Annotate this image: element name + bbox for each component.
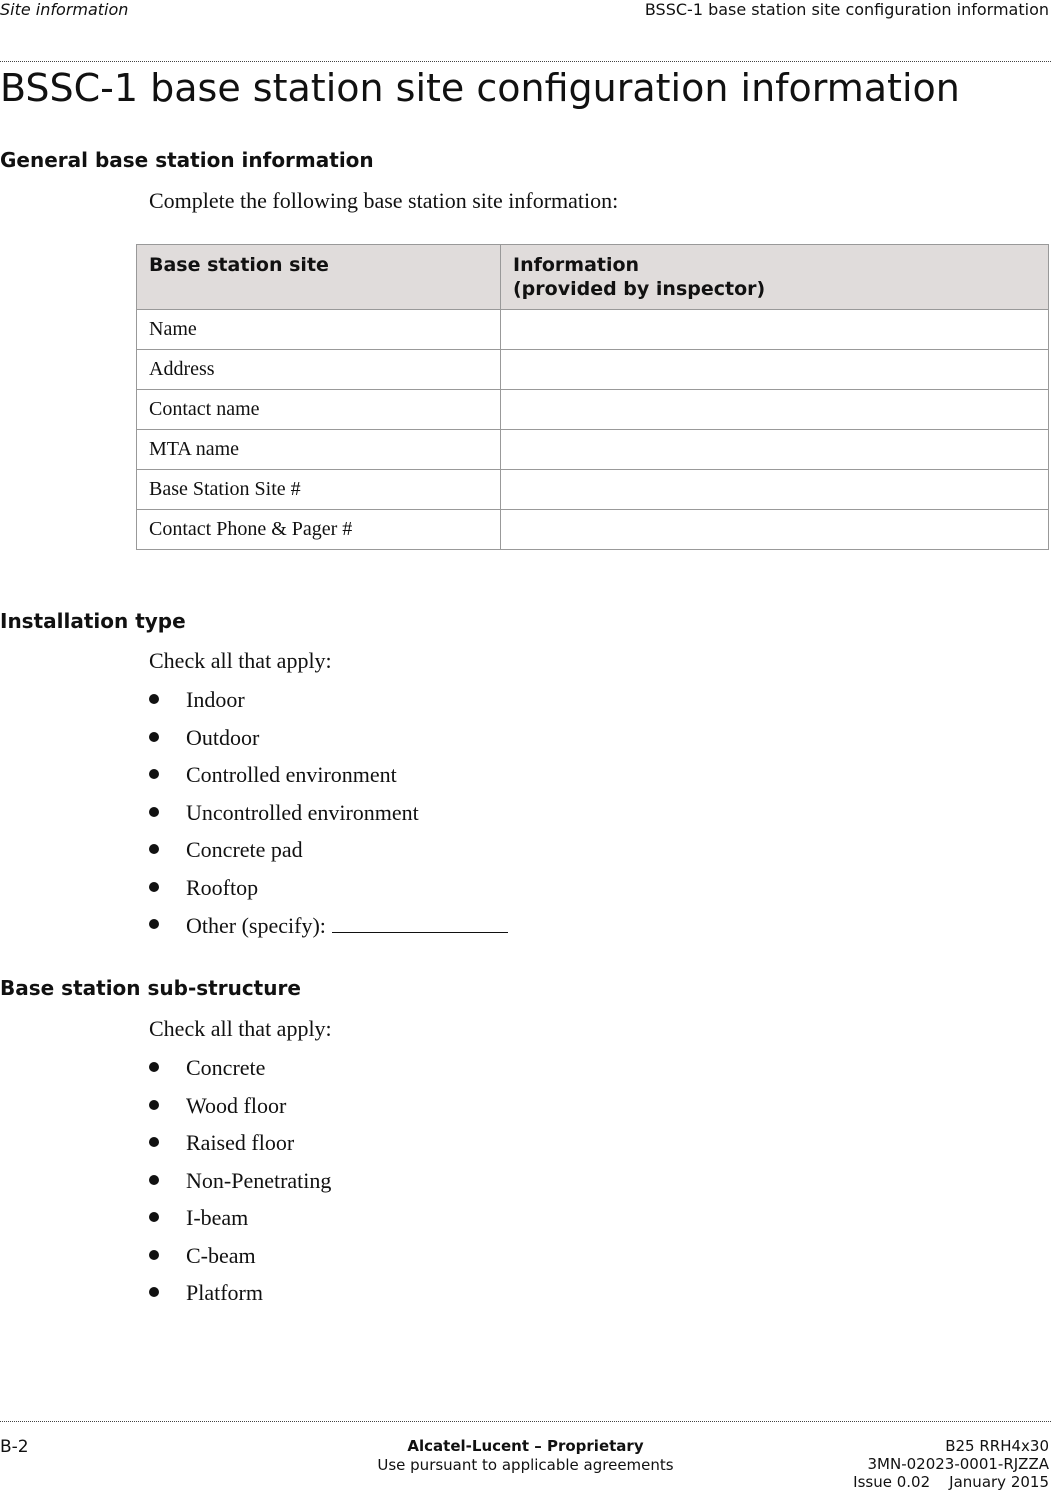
bullet-icon bbox=[149, 694, 159, 704]
bullet-icon bbox=[149, 919, 159, 929]
list-item[interactable]: Uncontrolled environment bbox=[149, 798, 508, 836]
footer-issue: Issue 0.02 January 2015 bbox=[853, 1473, 1049, 1491]
installation-type-list bbox=[149, 685, 508, 948]
footer-doc-info bbox=[853, 1437, 1049, 1491]
row-label: Base Station Site # bbox=[137, 470, 501, 510]
table-row bbox=[137, 510, 1049, 550]
row-label: Name bbox=[137, 310, 501, 350]
footer-product: B25 RRH4x30 bbox=[945, 1437, 1049, 1455]
bullet-icon bbox=[149, 807, 159, 817]
row-value-field[interactable] bbox=[501, 470, 1049, 510]
bullet-icon bbox=[149, 1062, 159, 1072]
table-header-site: Base station site bbox=[137, 245, 501, 310]
row-value-field[interactable] bbox=[501, 310, 1049, 350]
bullet-icon bbox=[149, 882, 159, 892]
bullet-icon bbox=[149, 1250, 159, 1260]
footer-proprietary: Alcatel-Lucent – Proprietary bbox=[407, 1437, 644, 1455]
list-item[interactable]: Concrete bbox=[149, 1053, 331, 1091]
row-label: Contact name bbox=[137, 390, 501, 430]
list-item[interactable]: Controlled environment bbox=[149, 760, 508, 798]
table-row bbox=[137, 390, 1049, 430]
table-row bbox=[137, 350, 1049, 390]
table-header-info-line2: (provided by inspector) bbox=[513, 278, 766, 300]
row-label: Contact Phone & Pager # bbox=[137, 510, 501, 550]
header-chapter-title: BSSC-1 base station site configuration information bbox=[644, 0, 1049, 19]
section-heading-installation: Installation type bbox=[0, 609, 186, 633]
section-heading-substructure: Base station sub-structure bbox=[0, 976, 301, 1000]
list-item[interactable]: Platform bbox=[149, 1278, 331, 1316]
substructure-list bbox=[149, 1053, 331, 1316]
list-item[interactable]: I-beam bbox=[149, 1203, 331, 1241]
page-number: B-2 bbox=[0, 1437, 29, 1457]
table-header-row bbox=[137, 245, 1049, 310]
list-item[interactable]: Raised floor bbox=[149, 1128, 331, 1166]
table-header-info-line1: Information bbox=[513, 254, 640, 276]
general-intro: Complete the following base station site information: bbox=[149, 188, 619, 213]
bullet-icon bbox=[149, 1137, 159, 1147]
other-specify-blank[interactable] bbox=[332, 910, 508, 933]
list-item[interactable]: Indoor bbox=[149, 685, 508, 723]
page-title: BSSC-1 base station site configuration information bbox=[0, 66, 960, 110]
footer-agreement: Use pursuant to applicable agreements bbox=[377, 1456, 674, 1474]
list-item[interactable]: Non-Penetrating bbox=[149, 1166, 331, 1204]
list-item[interactable]: Rooftop bbox=[149, 873, 508, 911]
row-value-field[interactable] bbox=[501, 350, 1049, 390]
list-item[interactable]: Concrete pad bbox=[149, 835, 508, 873]
row-value-field[interactable] bbox=[501, 390, 1049, 430]
row-value-field[interactable] bbox=[501, 430, 1049, 470]
site-info-table bbox=[136, 244, 1049, 550]
row-value-field[interactable] bbox=[501, 510, 1049, 550]
bullet-icon bbox=[149, 732, 159, 742]
row-label: Address bbox=[137, 350, 501, 390]
bullet-icon bbox=[149, 769, 159, 779]
bullet-icon bbox=[149, 1175, 159, 1185]
table-row bbox=[137, 470, 1049, 510]
table-row bbox=[137, 430, 1049, 470]
row-label: MTA name bbox=[137, 430, 501, 470]
running-header bbox=[0, 0, 1051, 24]
table-header-info bbox=[501, 245, 1049, 310]
substructure-intro: Check all that apply: bbox=[149, 1016, 332, 1041]
header-divider bbox=[0, 61, 1051, 62]
table-row bbox=[137, 310, 1049, 350]
bullet-icon bbox=[149, 1100, 159, 1110]
bullet-icon bbox=[149, 844, 159, 854]
installation-intro: Check all that apply: bbox=[149, 648, 332, 673]
footer-doc-number: 3MN-02023-0001-RJZZA bbox=[867, 1455, 1049, 1473]
bullet-icon bbox=[149, 1212, 159, 1222]
list-item-other[interactable]: Other (specify): bbox=[149, 910, 508, 948]
footer-divider bbox=[0, 1421, 1051, 1422]
section-heading-general: General base station information bbox=[0, 148, 374, 172]
bullet-icon bbox=[149, 1287, 159, 1297]
header-section-name: Site information bbox=[0, 0, 129, 19]
list-item[interactable]: Outdoor bbox=[149, 723, 508, 761]
list-item[interactable]: Wood floor bbox=[149, 1091, 331, 1129]
list-item[interactable]: C-beam bbox=[149, 1241, 331, 1279]
